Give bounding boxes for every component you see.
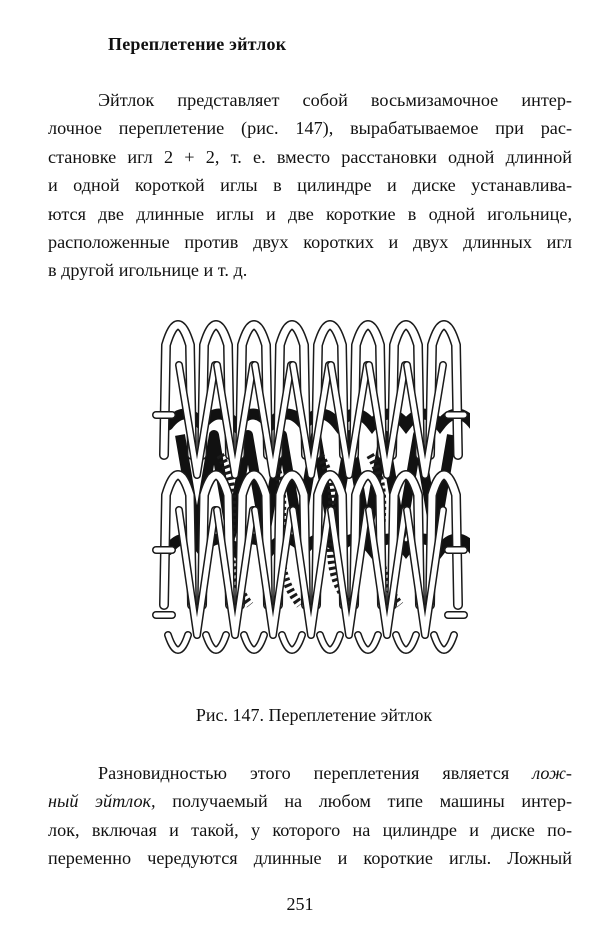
sinker-v-outline — [407, 510, 443, 635]
text-segment: Разновидностью этого переплетения является — [98, 763, 533, 783]
text-line: и одной короткой иглы в цилиндре и диске устанавлива- — [48, 175, 572, 196]
text-line: ются две длинные иглы и две короткие в одной игольнице, — [48, 203, 572, 224]
figure-caption — [0, 705, 600, 726]
text-line: становке игл 2 + 2, т. е. вместо расстановки одной длинной — [48, 146, 572, 167]
text-segment: получаемый на любом типе машины интер- — [155, 791, 572, 812]
sinker-v-outline — [293, 510, 329, 635]
sinker-v-outline — [369, 365, 405, 475]
caption-text: Рис. 147. Переплетение эйтлок — [195, 705, 433, 725]
italic-term: ный эйтлок, — [48, 791, 156, 812]
italic-term: лож- — [532, 763, 572, 783]
page-number: 251 — [286, 894, 314, 914]
section-heading: Переплетение эйтлок — [108, 34, 287, 54]
text-line: лочное переплетение (рис. 147), вырабатываемое при рас- — [48, 118, 572, 139]
text-line: в другой игольнице и т. д. — [48, 260, 248, 281]
text-line: расположенные против двух коротких и двух длинных игл — [48, 231, 572, 252]
paragraph-variant — [48, 759, 572, 873]
sinker-v-outline — [331, 510, 367, 635]
text-line: Эйтлок представляет собой восьмизамочное интер- — [98, 90, 572, 110]
text-line: переменно чередуются длинные и короткие иглы. Ложный — [48, 848, 572, 869]
sinker-v-outline — [255, 510, 291, 635]
text-line: лок, включая и такой, у которого на цилиндре и диске по- — [48, 819, 572, 840]
text-line — [48, 787, 572, 815]
knit-structure-illustration — [150, 305, 470, 675]
paragraph-intro — [48, 86, 572, 285]
text-line — [48, 759, 572, 787]
